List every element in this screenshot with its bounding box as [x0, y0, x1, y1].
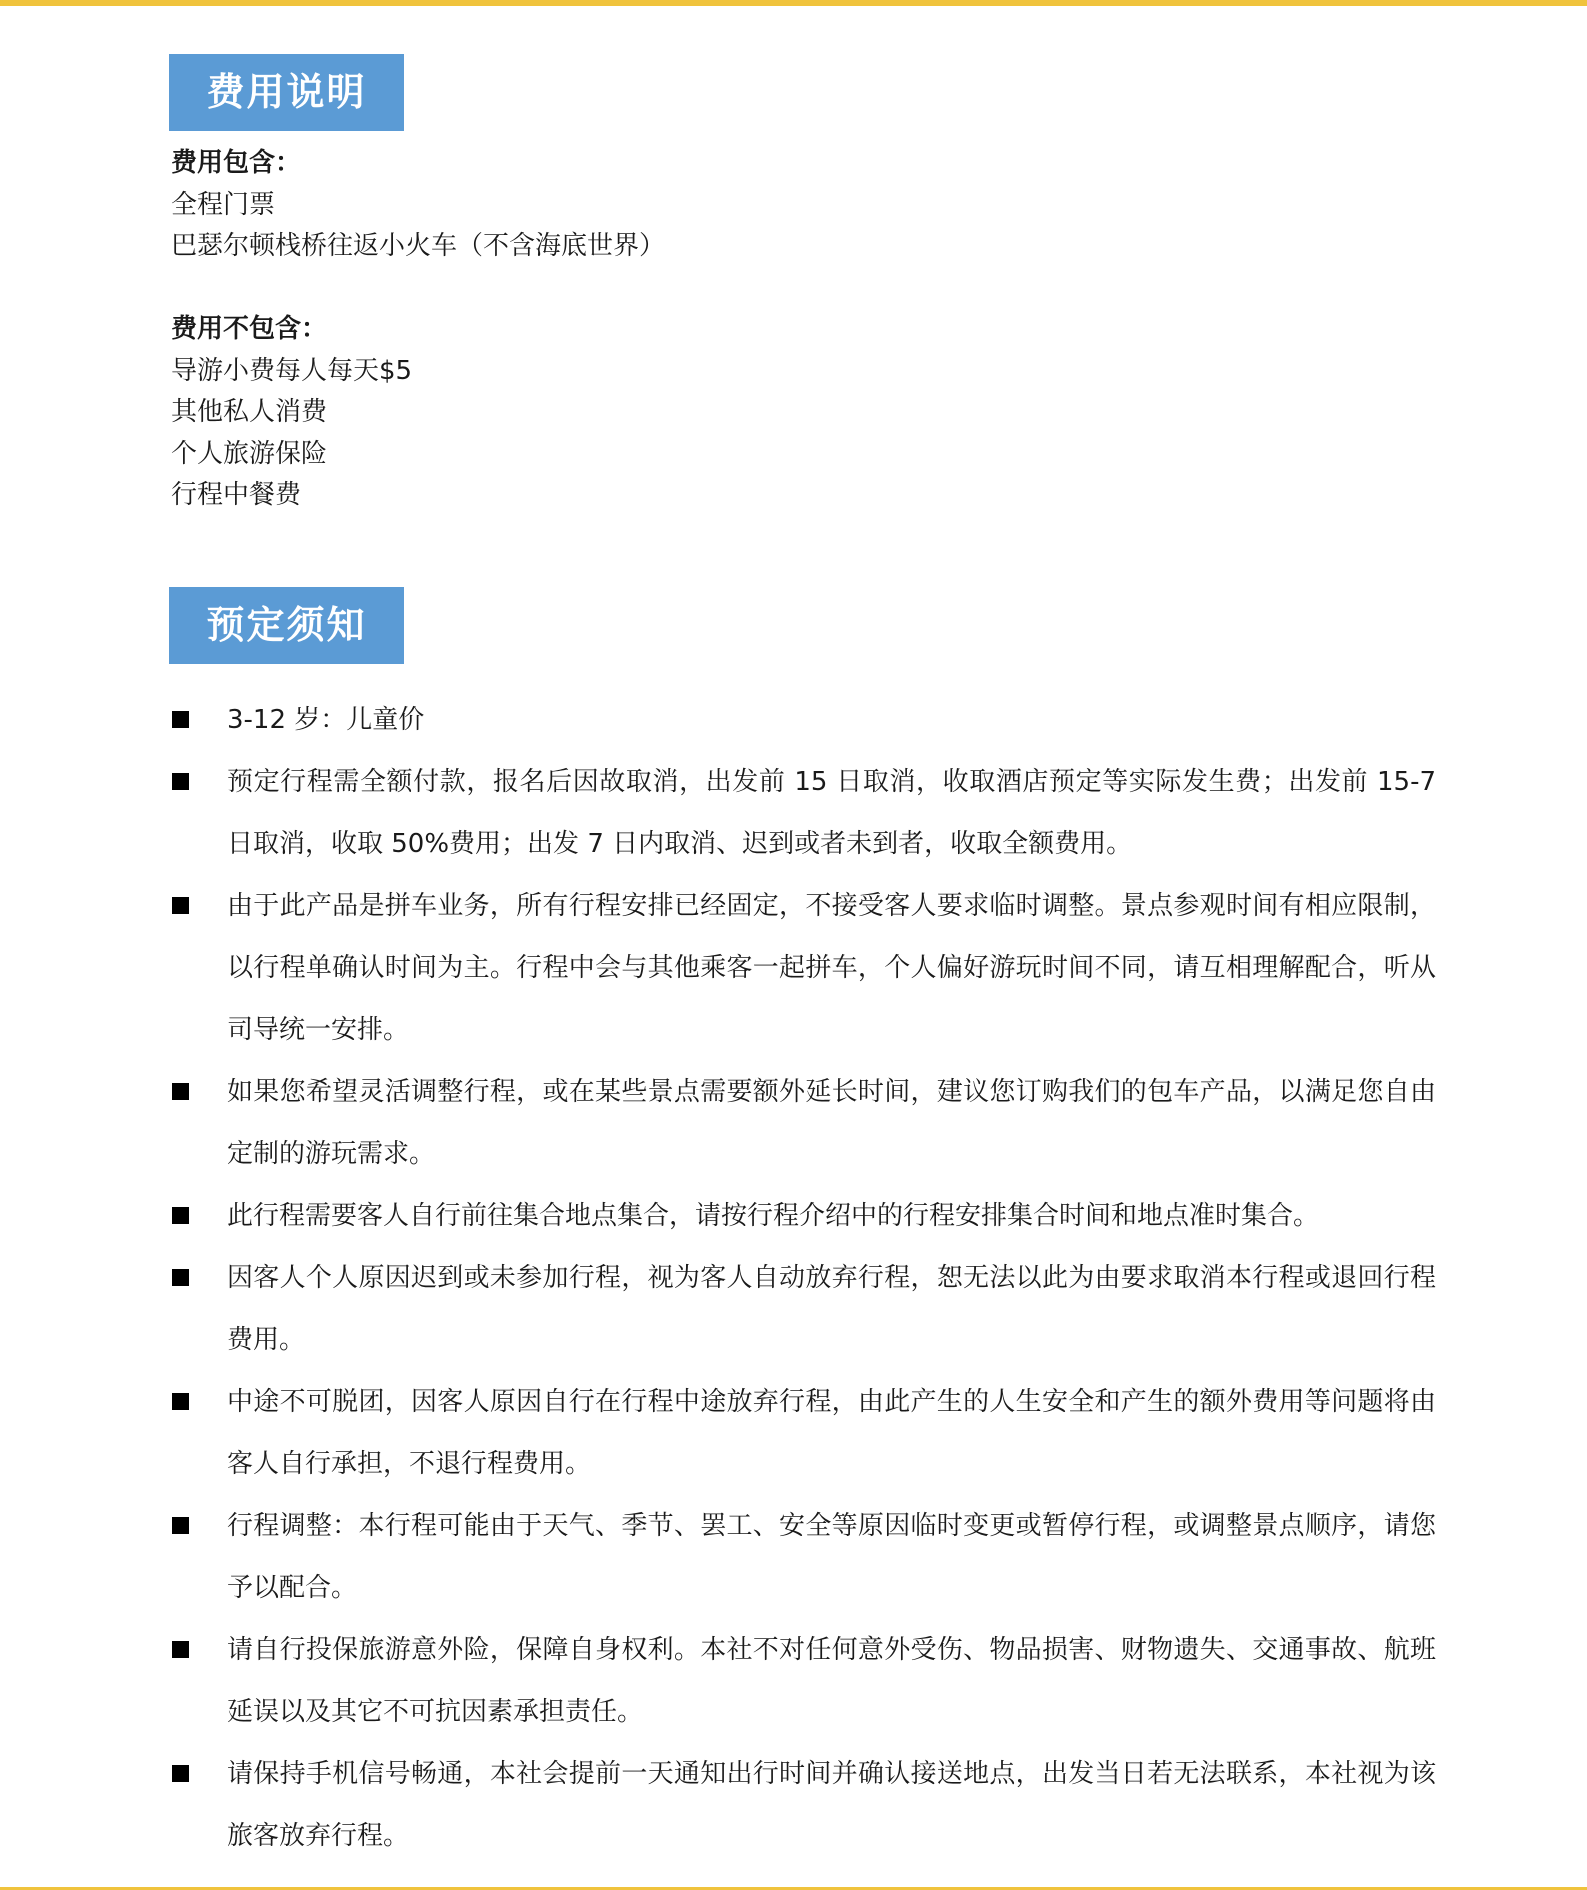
- notice-text: 请自行投保旅游意外险，保障自身权利。本社不对任何意外受伤、物品损害、财物遗失、交通事故、航班延误以及其它不可抗因素承担责任。: [227, 1635, 1436, 1727]
- square-bullet-icon: [172, 1083, 189, 1100]
- fee-section-title: 费用说明: [169, 54, 404, 131]
- notice-text: 中途不可脱团，因客人原因自行在行程中途放弃行程，由此产生的人生安全和产生的额外费用等问题将由客人自行承担，不退行程费用。: [227, 1387, 1436, 1479]
- notice-item: [170, 689, 1436, 751]
- square-bullet-icon: [172, 1207, 189, 1224]
- fee-excluded-label: 费用不包含：: [171, 314, 328, 344]
- notice-item: [170, 1185, 1436, 1247]
- notice-text: 此行程需要客人自行前往集合地点集合，请按行程介绍中的行程安排集合时间和地点准时集合。: [227, 1201, 1320, 1231]
- notice-item: [170, 1619, 1436, 1743]
- notice-text: 行程调整：本行程可能由于天气、季节、罢工、安全等原因临时变更或暂停行程，或调整景点顺序，请您予以配合。: [227, 1511, 1436, 1603]
- fee-excluded-item: 导游小费每人每天$5: [171, 355, 413, 386]
- notice-text: 预定行程需全额付款，报名后因故取消，出发前 15 日取消，收取酒店预定等实际发生费；出发前 15-7 日取消，收取 50%费用；出发 7 日内取消、迟到或者未到者，收取全额费用。: [227, 767, 1436, 859]
- notice-text: 如果您希望灵活调整行程，或在某些景点需要额外延长时间，建议您订购我们的包车产品，以满足您自由定制的游玩需求。: [227, 1077, 1436, 1169]
- notice-text: 3-12 岁：儿童价: [227, 705, 425, 735]
- fee-included-block: [171, 143, 1421, 268]
- fee-excluded-block: [171, 309, 1421, 517]
- square-bullet-icon: [172, 1517, 189, 1534]
- square-bullet-icon: [172, 1765, 189, 1782]
- square-bullet-icon: [172, 711, 189, 728]
- square-bullet-icon: [172, 773, 189, 790]
- notice-text: 请保持手机信号畅通，本社会提前一天通知出行时间并确认接送地点，出发当日若无法联系，本社视为该旅客放弃行程。: [227, 1759, 1436, 1851]
- notice-item: [170, 875, 1436, 1061]
- fee-included-item: 巴瑟尔顿栈桥往返小火车（不含海底世界）: [171, 231, 666, 261]
- notice-item: [170, 1495, 1436, 1619]
- square-bullet-icon: [172, 1641, 189, 1658]
- square-bullet-icon: [172, 1269, 189, 1286]
- notice-text: 由于此产品是拼车业务，所有行程安排已经固定，不接受客人要求临时调整。景点参观时间有相应限制，以行程单确认时间为主。行程中会与其他乘客一起拼车，个人偏好游玩时间不同，请互相理解配合，听从司导统一安排。: [227, 891, 1436, 1045]
- square-bullet-icon: [172, 897, 189, 914]
- notice-item: [170, 751, 1436, 875]
- fee-included-label: 费用包含：: [171, 148, 302, 178]
- fee-excluded-item: 行程中餐费: [171, 480, 302, 510]
- fee-included-item: 全程门票: [171, 189, 276, 220]
- square-bullet-icon: [172, 1393, 189, 1410]
- notice-item: [170, 1371, 1436, 1495]
- fee-excluded-item: 个人旅游保险: [171, 438, 328, 469]
- notice-item: [170, 1247, 1436, 1371]
- notice-item: [170, 1743, 1436, 1867]
- fee-excluded-item: 其他私人消费: [171, 397, 328, 427]
- booking-section-title: 预定须知: [169, 587, 404, 664]
- notice-text: 因客人个人原因迟到或未参加行程，视为客人自动放弃行程，恕无法以此为由要求取消本行程或退回行程费用。: [227, 1263, 1436, 1355]
- notice-item: [170, 1061, 1436, 1185]
- booking-notice-list: [170, 689, 1436, 1867]
- top-accent-rule: [0, 0, 1587, 6]
